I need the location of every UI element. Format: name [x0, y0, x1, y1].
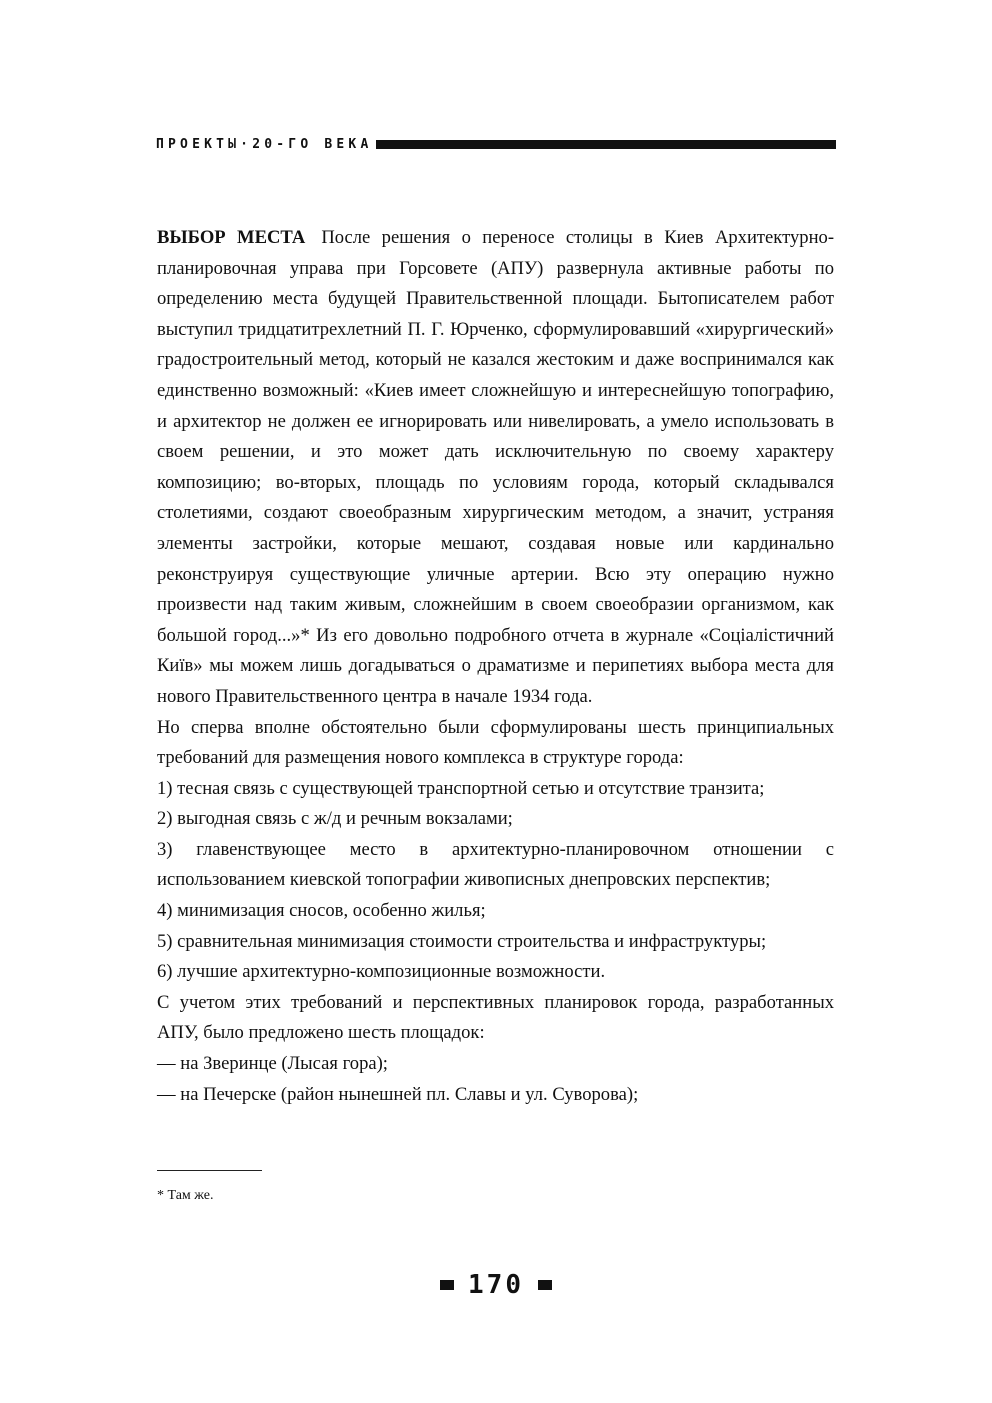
paragraph-3: С учетом этих требований и перспективных планировок города, разработанных АПУ, было предложено шесть площадок:: [157, 991, 834, 1044]
site-item: — на Зверинце (Лысая гора);: [157, 1053, 388, 1075]
footnote: * Там же.: [157, 1188, 214, 1203]
running-header: [156, 134, 836, 154]
paragraph-1: [157, 223, 834, 713]
requirement-item: 4) минимизация сносов, особенно жилья;: [157, 900, 486, 922]
requirement-item: 1) тесная связь с существующей транспортной сетью и отсутствие транзита;: [157, 777, 765, 799]
requirement-item: 6) лучшие архитектурно-композиционные возможности.: [157, 961, 606, 983]
article-body: [157, 223, 834, 1110]
page-number: 170: [468, 1270, 524, 1300]
header-rule: [376, 140, 836, 149]
page-number-ornament-right: [538, 1280, 552, 1290]
site-item: — на Печерске (район нынешней пл. Славы и ул. Суворова);: [157, 1083, 639, 1105]
footnote-separator: [157, 1170, 262, 1171]
running-title: ПРОЕКТЫ·20-ГО ВЕКА: [156, 136, 373, 152]
requirement-item: 3) главенствующее место в архитектурно-планировочном отношении с использованием киевской топографии живописных днепровских перспектив;: [157, 838, 834, 891]
requirement-item: 5) сравнительная минимизация стоимости строительства и инфраструктуры;: [157, 930, 767, 952]
paragraph-1-text: После решения о переносе столицы в Киев Архитектурно-планировочная управа при Горсовете (АПУ) развернула активные работы по определению места будущей Правительственной площади. Бытописателем работ выступил тридцатитрехлетний П. Г. Юрченко, сформулировавший «хирургический» градостроительный метод, который не казался жестоким и даже воспринимался как единственно возможный: «Киев имеет сложнейшую и интереснейшую топографию, и архитектор не должен ее игнорировать или нивелировать, а умело использовать в своем решении, и это может дать исключительную по своему характеру композицию; во-вторых, площадь по условиям города, который складывался столетиями, создают своеобразным хирургическим методом, а значит, устраняя элементы застройки, которые мешают, создавая новые или кардинально реконструируя существующие уличные артерии. Всю эту операцию нужно произвести над таким живым, сложнейшим в своем своеобразии организмом, как большой город...»* Из его довольно подробного отчета в журнале «Соціалістичний Київ» мы можем лишь догадываться о драматизме и перипетиях выбора места для нового Правительственного центра в начале 1934 года.: [157, 227, 835, 707]
requirement-item: 2) выгодная связь с ж/д и речным вокзалами;: [157, 808, 513, 830]
paragraph-2: Но сперва вполне обстоятельно были сформулированы шесть принципиальных требований для размещения нового комплекса в структуре города:: [157, 716, 834, 769]
page-number-block: [0, 1270, 992, 1300]
section-lead: ВЫБОР МЕСТА: [157, 227, 306, 248]
page-number-ornament-left: [440, 1280, 454, 1290]
